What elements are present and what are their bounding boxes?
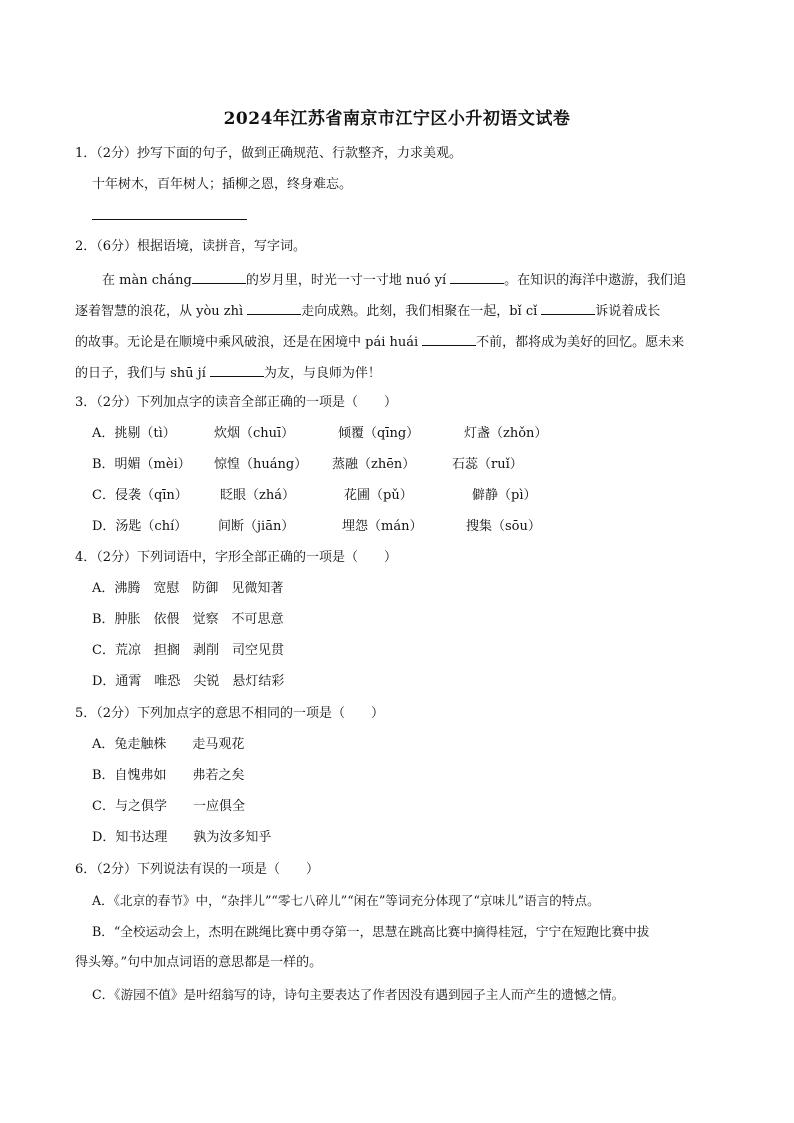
question-4-option-a[interactable]: A．沸腾 宽慰 防御 见微知著 bbox=[92, 581, 284, 596]
option-item: 眨眼（zhá） bbox=[220, 488, 295, 503]
option-item: B．明媚（mèi） bbox=[92, 457, 191, 472]
q2-text: 为友，与良师为伴！ bbox=[263, 366, 381, 381]
option-item: 间断（jiān） bbox=[218, 519, 295, 534]
question-5-option-c[interactable]: C．与之俱学 一应俱全 bbox=[92, 799, 245, 814]
q2-text: 逐着智慧的浪花，从 yòu zhì bbox=[75, 304, 244, 319]
option-item: 惊惶（huáng） bbox=[214, 457, 308, 472]
option-item: 石蕊（ruǐ） bbox=[452, 457, 523, 472]
question-5-option-a[interactable]: A．兔走触株 走马观花 bbox=[92, 737, 245, 752]
q2-text: 走向成熟。此刻，我们相聚在一起，bǐ cǐ bbox=[301, 304, 538, 319]
question-2-line-3 bbox=[75, 332, 684, 352]
question-6-option-c[interactable]: C．《游园不值》是叶绍翁写的诗，诗句主要表达了作者因没有遇到园子主人而产生的遗憾之情。 bbox=[92, 987, 625, 1002]
question-3-option-a[interactable] bbox=[92, 425, 547, 443]
question-4-option-d[interactable]: D．通霄 唯恐 尖锐 悬灯结彩 bbox=[92, 674, 285, 689]
blank-pai-huai[interactable] bbox=[422, 332, 476, 346]
blank-man-chang[interactable] bbox=[192, 270, 246, 284]
option-item: D．汤匙（chí） bbox=[92, 519, 188, 534]
option-item: 僻静（pì） bbox=[472, 488, 537, 503]
question-1-stem: 1．（2分）抄写下面的句子，做到正确规范、行款整齐，力求美观。 bbox=[75, 146, 463, 161]
question-4-option-b[interactable]: B．肿胀 依偎 觉察 不可思意 bbox=[92, 612, 284, 627]
question-5-option-b[interactable]: B．自愧弗如 弗若之矣 bbox=[92, 768, 245, 783]
question-3-option-c[interactable] bbox=[92, 487, 536, 505]
option-item: A．挑剔（tì） bbox=[92, 426, 176, 441]
q2-text: 的日子，我们与 shū jí bbox=[75, 366, 206, 381]
option-item: 搜集（sōu） bbox=[466, 519, 541, 534]
question-3-option-b[interactable] bbox=[92, 456, 523, 474]
question-5-stem: 5．（2分）下列加点字的意思不相同的一项是（ ） bbox=[75, 706, 385, 721]
q2-text: 的岁月里，时光一寸一寸地 nuó yí bbox=[245, 273, 447, 288]
blank-you-zhi[interactable] bbox=[247, 301, 301, 315]
option-item: C．侵袭（qīn） bbox=[92, 488, 188, 503]
question-6-option-b-line-1[interactable]: B．“全校运动会上，杰明在跳绳比赛中勇夺第一，思慧在跳高比赛中摘得桂冠，宁宁在短跑比赛中拔 bbox=[92, 924, 650, 939]
question-2-line-1 bbox=[102, 270, 686, 290]
option-item: 蒸融（zhēn） bbox=[332, 457, 416, 472]
option-item: 炊烟（chuī） bbox=[214, 426, 295, 441]
question-4-option-c[interactable]: C．荒凉 担搁 剥削 司空见贯 bbox=[92, 643, 284, 658]
q2-text: 的故事。无论是在顺境中乘风破浪，还是在困境中 pái huái bbox=[75, 335, 419, 350]
question-6-stem: 6．（2分）下列说法有误的一项是（ ） bbox=[75, 862, 320, 877]
blank-shu-ji[interactable] bbox=[210, 363, 264, 377]
question-2-line-2 bbox=[75, 301, 660, 321]
q2-text: 不前，都将成为美好的回忆。愿未来 bbox=[476, 335, 685, 350]
question-6-option-a[interactable]: A．《北京的春节》中，“杂拌儿”“零七八碎儿”“闲在”等词充分体现了“京味儿”语言的特点。 bbox=[92, 893, 600, 908]
question-5-option-d[interactable]: D．知书达理 孰为汝多知乎 bbox=[92, 830, 272, 845]
q2-text: 。在知识的海洋中遨游，我们追 bbox=[504, 273, 687, 288]
q2-text: 在 màn cháng bbox=[102, 273, 192, 288]
question-6-option-b-line-2: 得头筹。”句中加点词语的意思都是一样的。 bbox=[75, 955, 323, 970]
question-3-stem: 3．（2分）下列加点字的读音全部正确的一项是（ ） bbox=[75, 395, 398, 410]
q2-text: 诉说着成长 bbox=[595, 304, 661, 319]
blank-bi-ci[interactable] bbox=[541, 301, 595, 315]
exam-title: 2024年江苏省南京市江宁区小升初语文试卷 bbox=[223, 109, 571, 129]
question-2-line-4 bbox=[75, 363, 381, 383]
blank-nuo-yi[interactable] bbox=[450, 270, 504, 284]
question-3-option-d[interactable] bbox=[92, 518, 541, 536]
question-1-sentence: 十年树木，百年树人；插柳之恩，终身难忘。 bbox=[92, 177, 353, 192]
option-item: 灯盏（zhǒn） bbox=[464, 426, 548, 441]
option-item: 倾覆（qīng） bbox=[338, 426, 420, 441]
question-4-stem: 4．（2分）下列词语中，字形全部正确的一项是（ ） bbox=[75, 550, 398, 565]
question-2-stem: 2．（6分）根据语境，读拼音，写字词。 bbox=[75, 239, 307, 254]
question-1-answer-line[interactable] bbox=[92, 219, 247, 220]
option-item: 埋怨（mán） bbox=[342, 519, 423, 534]
option-item: 花圃（pǔ） bbox=[344, 488, 413, 503]
